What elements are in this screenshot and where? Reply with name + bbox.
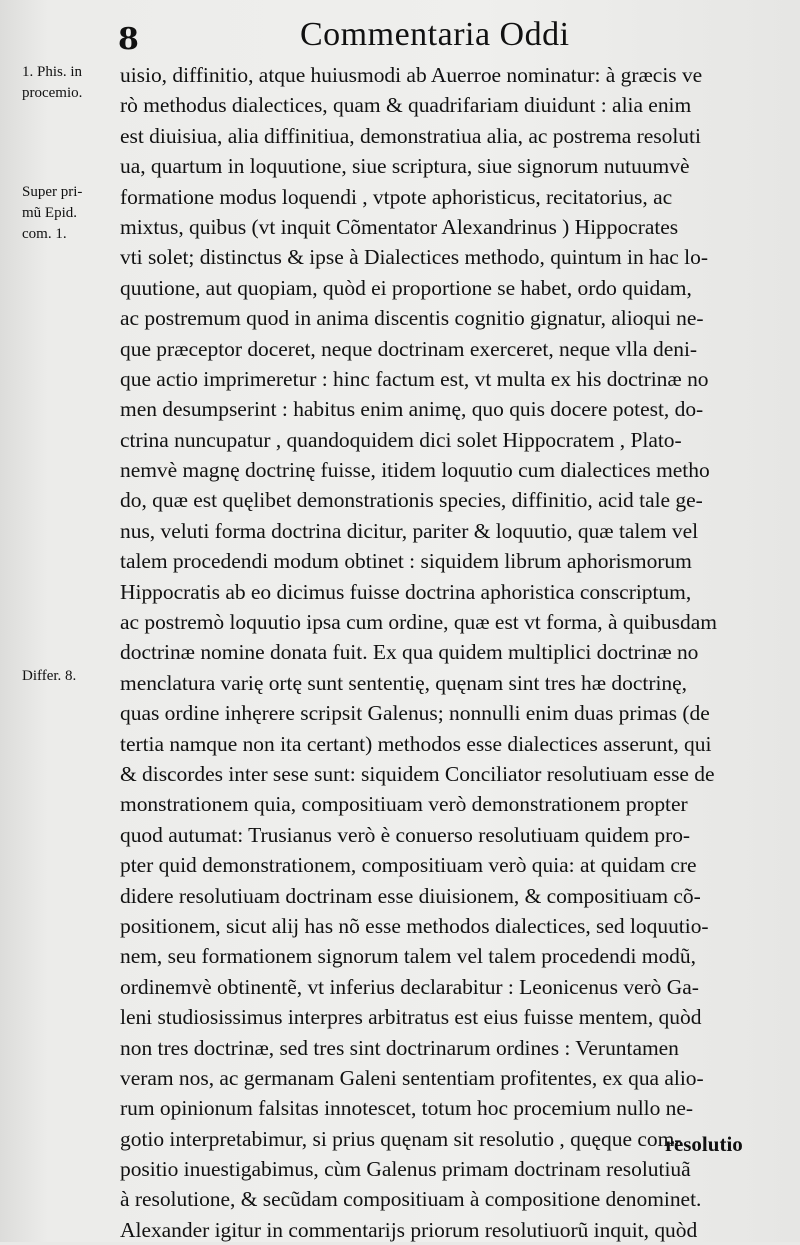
text-line: mixtus, quibus (vt inquit Cõmentator Alexandrinus ) Hippocrates <box>120 214 679 239</box>
text-line: que præceptor doceret, neque doctrinam exerceret, neque vlla deni- <box>120 336 698 361</box>
text-line: est diuisiua, alia diffinitiua, demonstratiua alia, ac postrema resoluti <box>120 123 701 148</box>
page-number: 8 <box>118 22 139 57</box>
text-line: que actio imprimeretur : hinc factum est, vt multa ex his doctrinæ no <box>120 366 709 391</box>
text-line: positio inuestigabimus, cùm Galenus primam doctrinam resolutiuã <box>120 1157 691 1182</box>
running-head: Commentaria Oddi <box>300 16 570 53</box>
margin-note-line: Super pri- <box>22 184 83 200</box>
text-line: gotio interpretabimur, si prius quęnam sit resolutio , quęque com- <box>120 1126 682 1151</box>
text-line: positionem, sicut alij has nõ esse methodos dialectices, sed loquutio- <box>120 913 709 938</box>
text-line: Alexander igitur in commentarijs priorum resolutiuorũ inquit, quòd <box>120 1217 698 1242</box>
text-line: nus, veluti forma doctrina dicitur, pariter & loquutio, quæ talem vel <box>120 518 699 543</box>
text-line: veram nos, ac germanam Galeni sententiam profitentes, ex qua alio- <box>120 1065 704 1090</box>
text-line: quas ordine inhęrere scripsit Galenus; nonnulli enim duas primas (de <box>120 701 710 726</box>
margin-note-line: procemio. <box>22 85 83 101</box>
text-line: ua, quartum in loquutione, siue scriptura, siue signorum nutuumvè <box>120 154 690 179</box>
text-line: didere resolutiuam doctrinam esse diuisionem, & compositiuam cõ- <box>120 883 701 908</box>
margin-note-line: Differ. 8. <box>22 668 77 684</box>
text-line: uisio, diffinitio, atque huiusmodi ab Auerroe nominatur: à græcis ve <box>120 63 703 87</box>
text-line: & discordes inter sese sunt: siquidem Conciliator resolutiuam esse de <box>120 761 715 786</box>
text-line: rò methodus dialectices, quam & quadrifariam diuidunt : alia enim <box>120 93 692 118</box>
text-line: tertia namque non ita certant) methodos esse dialectices asserunt, qui <box>120 731 712 756</box>
margin-note-line: com. 1. <box>22 226 67 242</box>
text-line: Hippocratis ab eo dicimus fuisse doctrina aphoristica conscriptum, <box>120 579 692 604</box>
text-line: monstrationem quia, compositiuam verò demonstrationem propter <box>120 792 688 817</box>
text-line: ctrina nuncupatur , quandoquidem dici solet Hippocratem , Plato- <box>120 427 682 452</box>
text-line: quod autumat: Trusianus verò è conuerso resolutiuam quidem pro- <box>120 822 691 847</box>
text-line: ordinemvè obtinentẽ, vt inferius declarabitur : Leonicenus verò Ga- <box>120 974 699 999</box>
text-line: do, quæ est quęlibet demonstrationis species, diffinitio, acid tale ge- <box>120 488 703 513</box>
text-line: menclatura varię ortę sunt sententię, quęnam sint tres hæ doctrinę, <box>120 670 687 695</box>
margin-note-physics <box>22 62 122 104</box>
text-line: ac postremum quod in anima discentis cognitio gignatur, alioqui ne- <box>120 306 704 331</box>
text-line: doctrinæ nomine donata fuit. Ex qua quidem multiplici doctrinæ no <box>120 640 699 665</box>
text-line: non tres doctrinæ, sed tres sint doctrinarum ordines : Veruntamen <box>120 1035 679 1060</box>
margin-note-differ <box>22 666 122 687</box>
text-line: pter quid demonstrationem, compositiuam verò quia: at quidam cre <box>120 853 697 878</box>
text-line: men desumpserint : habitus enim animę, quo quis docere potest, do- <box>120 397 704 422</box>
text-line: leni studiosissimus interpres arbitratus est eius fuisse mentem, quòd <box>120 1005 702 1030</box>
text-line: talem procedendi modum obtinet : siquidem librum aphorismorum <box>120 549 692 574</box>
text-line: à resolutione, & secũdam compositiuam à compositione denominet. <box>120 1187 702 1212</box>
body-text <box>120 60 790 1245</box>
text-line: quutione, aut quopiam, quòd ei proportione se habet, ordo quidam, <box>120 275 692 300</box>
margin-note-line: 1. Phis. in <box>22 64 83 80</box>
text-line: rum opinionum falsitas innotescet, totum hoc procemium nullo ne- <box>120 1096 694 1121</box>
text-line: formatione modus loquendi , vtpote aphoristicus, recitatorius, ac <box>120 184 673 209</box>
text-line: ac postremò loquutio ipsa cum ordine, quæ est vt forma, à quibusdam <box>120 610 717 635</box>
catchword: resolutio <box>665 1132 743 1156</box>
text-line: vti solet; distinctus & ipse à Dialectices methodo, quintum in hac lo- <box>120 245 708 270</box>
text-line: nem, seu formationem signorum talem vel talem procedendi modũ, <box>120 944 696 969</box>
margin-note-epidemics <box>22 182 122 245</box>
margin-note-line: mũ Epid. <box>22 205 77 221</box>
text-line: nemvè magnę doctrinę fuisse, itidem loquutio cum dialectices metho <box>120 458 710 483</box>
